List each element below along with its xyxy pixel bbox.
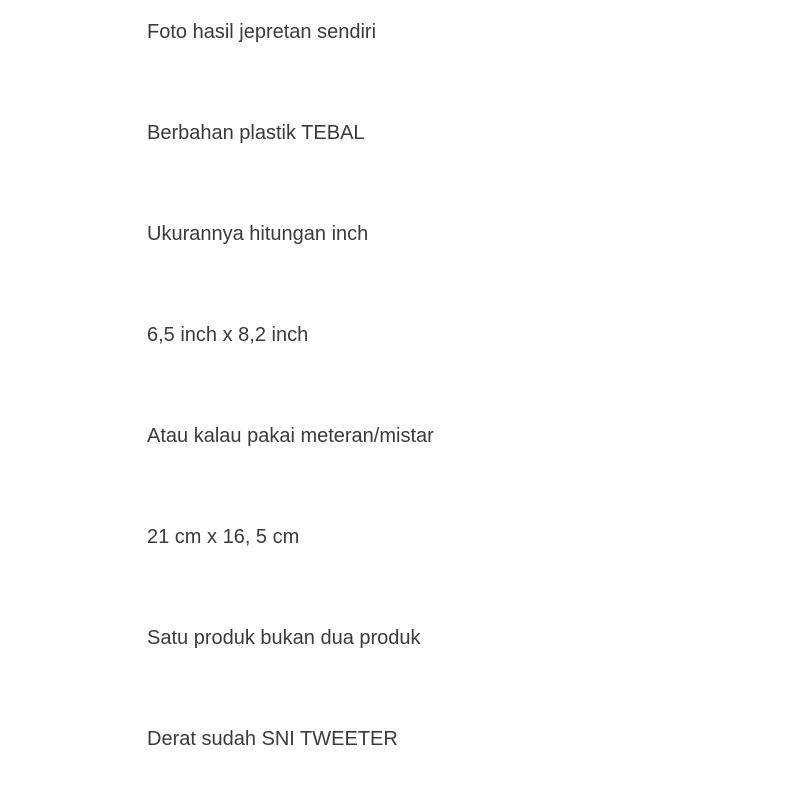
description-line-3: Ukurannya hitungan inch [147, 223, 369, 245]
product-description-list [147, 18, 434, 800]
description-line-1: Foto hasil jepretan sendiri [147, 21, 377, 43]
description-line-5: Atau kalau pakai meteran/mistar [147, 425, 434, 447]
description-line-4: 6,5 inch x 8,2 inch [147, 324, 309, 346]
description-line-2: Berbahan plastik TEBAL [147, 122, 365, 144]
description-line-8: Derat sudah SNI TWEETER [147, 728, 398, 750]
description-line-7: Satu produk bukan dua produk [147, 627, 421, 649]
description-line-6: 21 cm x 16, 5 cm [147, 526, 300, 548]
